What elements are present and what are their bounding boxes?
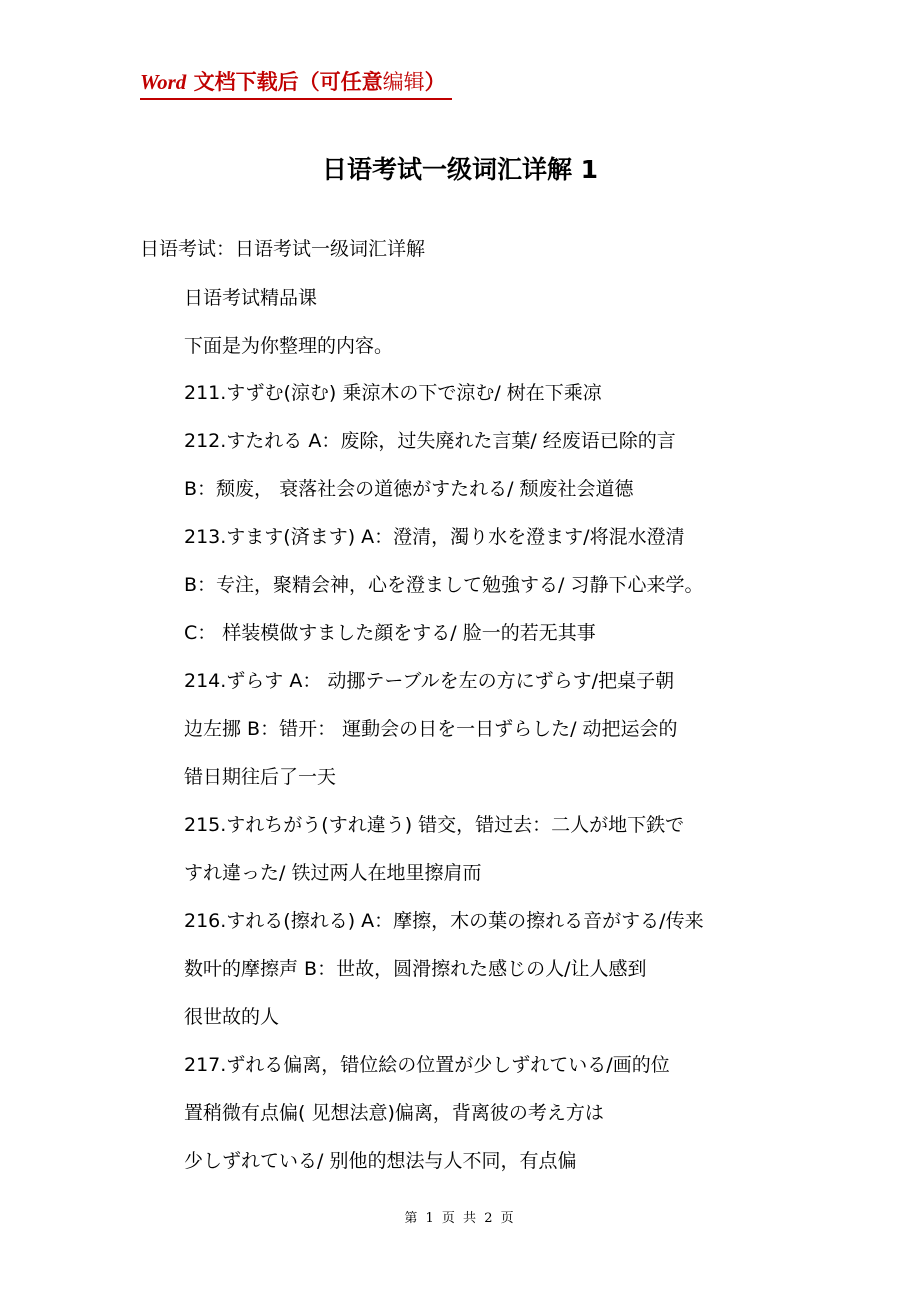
text-line: 置稍微有点偏( 见想法意)偏离，背离彼の考え方は: [184, 1102, 604, 1124]
banner-word: Word: [140, 70, 187, 94]
text-line: 日语考试精品课: [184, 287, 318, 309]
page-title: 日语考试一级词汇详解 1: [321, 155, 599, 184]
text-line: 日语考试：日语考试一级词汇详解: [140, 238, 426, 260]
text-line: 217.ずれる偏离，错位絵の位置が少しずれている/画的位: [184, 1054, 670, 1076]
text-line: 数叶的摩擦声 B：世故，圆滑擦れた感じの人/让人感到: [184, 958, 647, 980]
text-line: 216.すれる(擦れる) A：摩擦，木の葉の擦れる音がする/传来: [184, 910, 704, 932]
banner-text: 文档下载后（可任意: [186, 70, 383, 94]
text-line: C： 样装模做すました顔をする/ 脸一的若无其事: [184, 622, 596, 644]
banner-text-light: 编辑: [382, 70, 425, 94]
page-footer: 第 1 页 共 2 页: [404, 1211, 516, 1226]
text-line: 212.すたれる A：废除，过失廃れた言葉/ 经废语已除的言: [184, 430, 676, 452]
text-line: 215.すれちがう(すれ違う) 错交，错过去：二人が地下鉄で: [184, 814, 685, 836]
text-line: 下面是为你整理的内容。: [184, 335, 394, 357]
banner-text-end: ）: [424, 70, 446, 94]
text-line: 211.すずむ(涼む) 乗涼木の下で涼む/ 树在下乘凉: [184, 382, 602, 404]
text-line: 214.ずらす A： 动挪テーブルを左の方にずらす/把桌子朝: [184, 670, 675, 692]
text-line: 少しずれている/ 别他的想法与人不同，有点偏: [184, 1150, 577, 1172]
text-line: すれ違った/ 铁过两人在地里擦肩而: [184, 862, 482, 884]
text-line: B：颓废， 衰落社会の道徳がすたれる/ 颓废社会道德: [184, 478, 634, 500]
text-line: 错日期往后了一天: [184, 766, 337, 788]
text-line: 很世故的人: [184, 1006, 280, 1028]
text-line: 边左挪 B：错开： 運動会の日を一日ずらした/ 动把运会的: [184, 718, 678, 740]
text-line: B：专注，聚精会神，心を澄まして勉強する/ 习静下心来学。: [184, 574, 704, 596]
text-line: 213.すます(済ます) A：澄清，濁り水を澄ます/将混水澄清: [184, 526, 685, 548]
download-banner: [140, 66, 452, 100]
